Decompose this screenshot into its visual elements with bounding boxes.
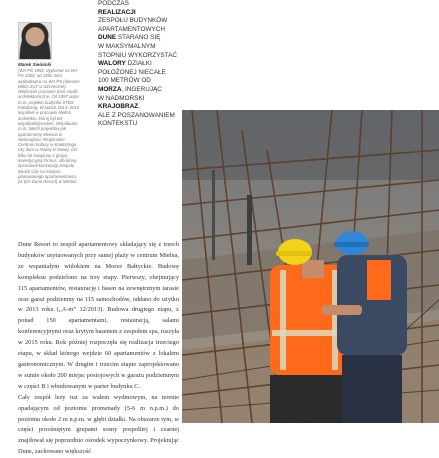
quote-highlight: MORZA xyxy=(98,85,122,93)
quote-line: APARTAMENTOWYCH xyxy=(98,25,165,33)
quote-highlight: DUNE xyxy=(98,34,117,42)
quote-line: POŁOŻONEJ NIECAŁE xyxy=(98,68,166,76)
quote-highlight: REALIZACJI xyxy=(98,8,136,16)
quote-highlight: KRAJOBRAZ xyxy=(98,103,139,111)
construction-photo-image xyxy=(182,110,439,423)
quote-line: STOPNIU WYKORZYSTAĆ xyxy=(98,51,177,59)
quote-line: W NADMORSKI xyxy=(98,94,145,102)
quote-line: STARANO SIĘ xyxy=(116,34,161,42)
quote-line: PODCZAS xyxy=(98,0,129,7)
quote-line: 100 METRÓW OD xyxy=(98,77,151,85)
author-sidebar xyxy=(0,0,78,250)
quote-highlight: WALORY xyxy=(98,60,126,68)
quote-line: ALE Z POSZANOWANIEM xyxy=(98,111,175,119)
quote-line: , INGERUJĄC xyxy=(121,85,162,93)
quote-line: DZIAŁKI xyxy=(125,60,152,68)
quote-line: ZESPOŁU BUDYNKÓW xyxy=(98,17,168,25)
quote-line: KONTEKSTU xyxy=(98,120,138,128)
construction-photo xyxy=(182,110,439,423)
author-name: Marek Sieinicki xyxy=(18,62,52,67)
article-body xyxy=(18,240,180,456)
pull-quote xyxy=(98,0,178,129)
article-paragraph: Cały zespół leży tuż za wałem wydmowym, na terenie opadającym od poziomu promenady (5-6 m n.p.m.) do poziomu około 2 m n.p.m. w głębi działki. Na obszarze tym, w części porośniętym grupami sosny pospolitej i czarnej znajdował się poprzednio ośrodek wypoczynkowy. Projektując Dune, zachowano większość xyxy=(18,393,179,456)
author-photo xyxy=(18,22,52,60)
quote-line: , xyxy=(138,103,140,111)
article-paragraph: Dune Resort to zespół apartamentowy składający się z trzech budynków usytuowanych przy samej plaży w centrum Mielna, ze wspaniałym widokiem na Morze Bałtyckie. Budowę kompleksu podzielono na trzy etapy. Pierwszy, obejmujący 115 apartamentów, restaurację i basen na zewnętrznym tarasie oraz garaż podziemny na 115 samochodów, oddano do użytku w 2013 roku („A-m” 12/2013). Budowa drugiego etapu, z ponad 150 apartamentami, restauracją, salami konferencyjnymi oraz krytym basenem z zespołem spa, ruszyła w 2015 roku. Rok później rozpoczęła się realizacja trzeciego etapu, w skład którego wejdzie 60 apartamentów z lokalem gastronomicznym. W drugim i trzecim etapie zaprojektowano w sumie około 200 miejsc postojowych w garażu podziemnym w części B i wbudowanym w parter budynku C. xyxy=(18,241,180,390)
quote-line: W MAKSYMALNYM xyxy=(98,42,156,50)
author-bio: (WA PS 1992, dyplomat na WA PS 2000, od 1992 roku wykładowca na WA PS (obecnie WBiA ZUT w Szczecinie). Właściciel pracowni SAS studio architektoniczne. Od 1997 autor m.in. projektu budynku STBS Kołobrzeg. W latach 2013–2015 wspólnik w pracowni Mellon architekci, której był też współzałożycielem. Współautor m.in. takich projektów jak apartamenty Mewwa w Świnoujściu, Regionalne Centrum Kultury w Kołobrzegu czy dom w Nowej w Sowej. Od kilku lat związany z grupą inwestycyjną Firmus, dla której opracował koncepcję zespołu Beach City na miejscu planowanego apartamentowca (w tym Dune Resort) w Mielnie xyxy=(18,68,80,185)
